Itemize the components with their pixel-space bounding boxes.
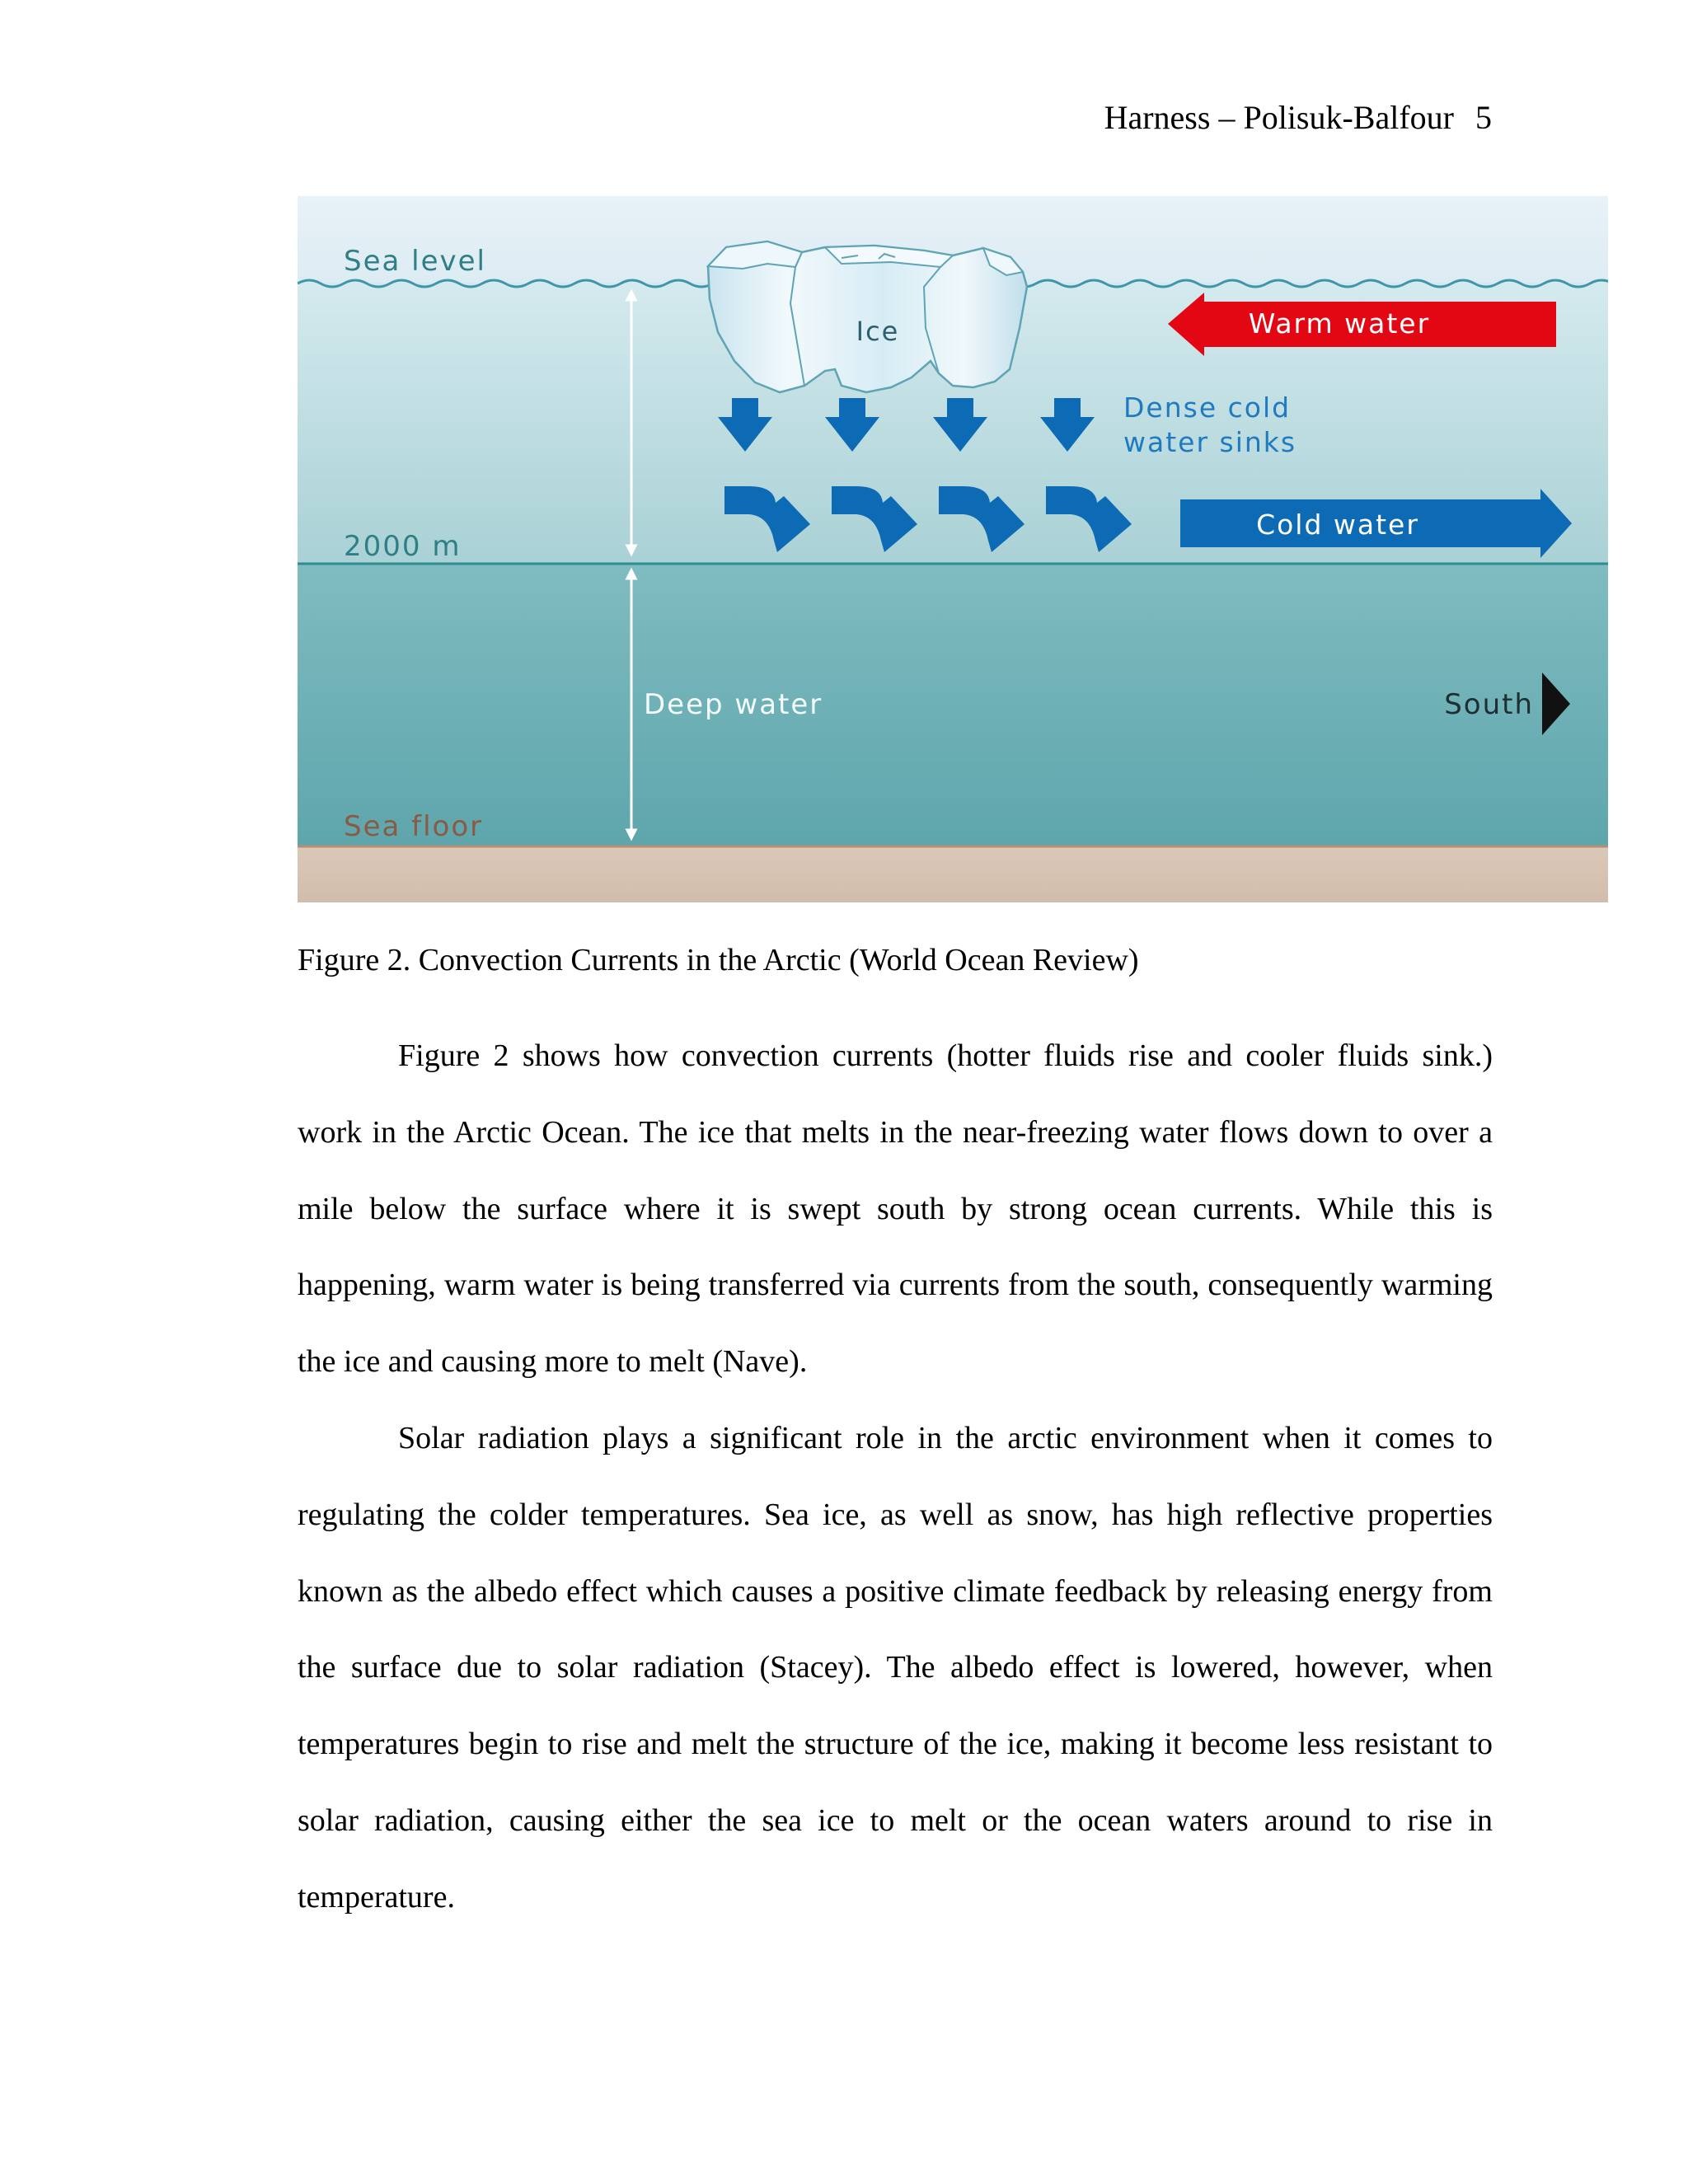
running-head-author: Harness – Polisuk-Balfour (1104, 99, 1454, 136)
warm-water-label: Warm water (1248, 307, 1431, 340)
cold-water-label: Cold water (1256, 509, 1419, 541)
convection-diagram (298, 196, 1608, 902)
warm-water-arrow (1168, 293, 1556, 356)
convection-figure (298, 196, 1608, 902)
deep-water-label: Deep water (644, 688, 823, 721)
paragraph-2: Solar radiation plays a significant role in the arctic environment when it comes to regulating the colder temperatures. Sea ice, as well as snow, has high reflective properties known as the albedo effect which causes a positive climate feedback by releasing energy from the surface due to solar radiation (Stacey). The albedo effect is lowered, however, when temperatures begin to rise and melt the structure of the ice, making it become less resistant to solar radiation, causing either the sea ice to melt or the ocean waters around to rise in temperature. (298, 1420, 1493, 1915)
deep-water (298, 564, 1608, 846)
sea-level-label: Sea level (344, 245, 486, 278)
paragraph-1: Figure 2 shows how convection currents (hotter fluids rise and cooler fluids sink.) work in the Arctic Ocean. The ice that melts in the near-freezing water flows down to over a mile below the surface where it is swept south by strong ocean currents. While this is happening, warm water is being transferred via currents from the south, consequently warming the ice and causing more to melt (Nave). (298, 1038, 1493, 1380)
figure-caption: Figure 2. Convection Currents in the Arctic (World Ocean Review) (298, 943, 1139, 977)
ice-label: Ice (856, 316, 900, 347)
depth-2000-label: 2000 m (344, 530, 462, 563)
sea-floor (298, 846, 1608, 902)
water-sinks-label: water sinks (1123, 426, 1297, 458)
ice-floe (708, 241, 1027, 392)
running-head (824, 97, 1492, 138)
dense-cold-label: Dense cold (1123, 391, 1292, 424)
south-label: South (1444, 688, 1534, 721)
sea-floor-label: Sea floor (344, 810, 484, 843)
body-text (298, 1018, 1493, 1936)
page-number: 5 (1475, 99, 1492, 136)
